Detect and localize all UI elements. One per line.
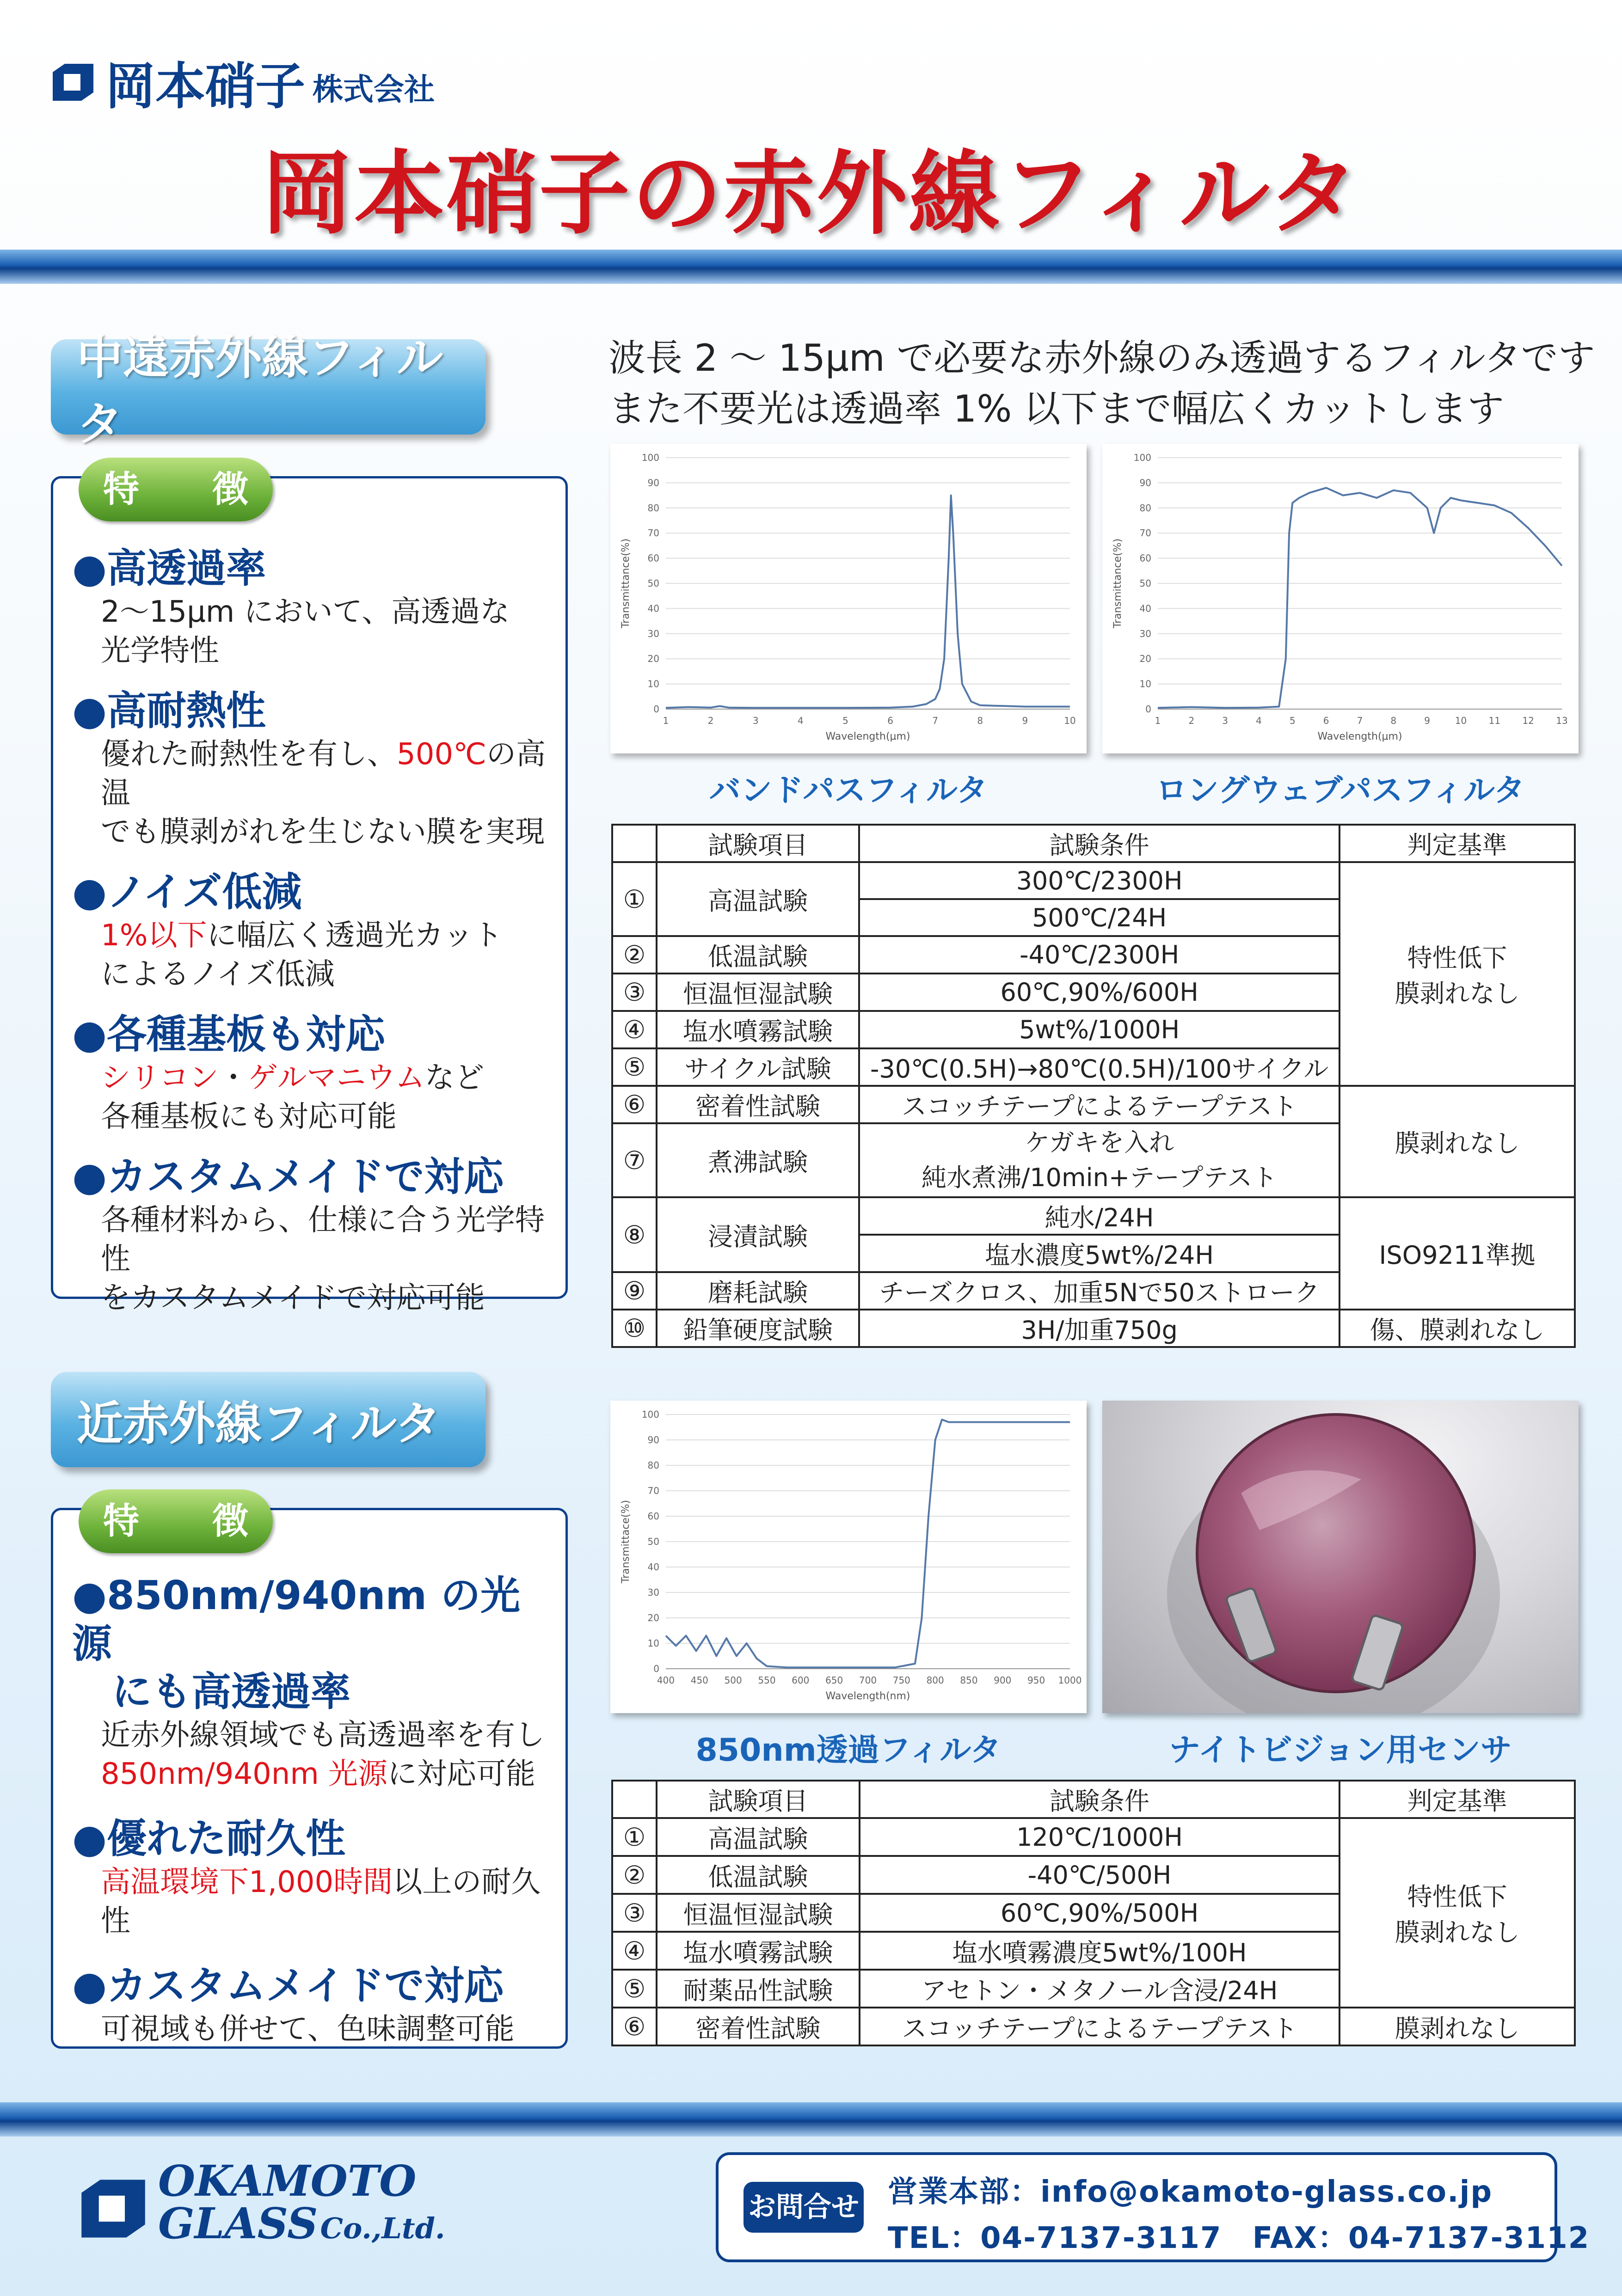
feature-item (72, 687, 558, 851)
y-tick-label: 10 (1139, 678, 1151, 690)
row-item: 高温試験 (657, 862, 859, 936)
feature-text-line (101, 1755, 558, 1794)
row-no: ④ (612, 1011, 657, 1048)
y-tick-label: 20 (647, 1612, 659, 1623)
x-tick-label: 7 (1357, 715, 1363, 726)
criteria-cell: 特性低下 膜剥れなし (1339, 1818, 1575, 2008)
row-item: 高温試験 (657, 1818, 860, 1856)
feature-text-line (101, 735, 558, 813)
row-item: 煮沸試験 (657, 1123, 859, 1197)
y-tick-label: 30 (647, 1587, 659, 1598)
feature-text-line (101, 1059, 558, 1097)
x-tick-label: 900 (994, 1675, 1012, 1686)
feature-text: でも膜剥がれを生じない膜を実現 (101, 815, 545, 849)
row-no: ⑥ (612, 2008, 657, 2045)
feature-text-line (101, 593, 558, 631)
table-row (612, 1818, 1575, 1856)
y-tick-label: 80 (647, 502, 659, 514)
y-tick-label: 40 (647, 1561, 659, 1573)
row-condition: 500℃/24H (859, 899, 1339, 936)
page-title: 岡本硝子の赤外線フィルタ (261, 141, 1361, 247)
row-condition: -40℃/2300H (859, 936, 1339, 974)
y-axis-label: Transmittance(%) (1112, 538, 1124, 629)
row-item: 塩水噴霧試験 (657, 1011, 859, 1048)
x-tick-label: 2 (707, 715, 714, 726)
y-tick-label: 90 (647, 477, 659, 489)
y-tick-label: 50 (1139, 578, 1151, 589)
y-tick-label: 10 (647, 678, 659, 690)
y-tick-label: 50 (647, 578, 659, 589)
row-item: 密着性試験 (657, 1086, 859, 1123)
row-item: 耐薬品性試験 (657, 1970, 860, 2008)
y-tick-label: 80 (1139, 502, 1151, 514)
bandpass-caption: バンドパスフィルタ (709, 772, 988, 809)
feature-text-line (101, 631, 558, 670)
row-item: 浸漬試験 (657, 1197, 859, 1272)
y-tick-label: 40 (647, 603, 659, 614)
criteria-cell: 膜剥れなし (1339, 2008, 1575, 2045)
feature-text: に幅広く透過光カット (207, 918, 503, 953)
contact-phone-fax: TEL：04-7137-3117 FAX：04-7137-3112 (888, 2221, 1590, 2255)
feature-text: 可視域も併せて、色味調整可能 (101, 2012, 515, 2046)
feature-text: によるノイズ低減 (101, 957, 335, 992)
night-vision-caption: ナイトビジョン用センサ (1169, 1732, 1512, 1769)
feature-text: に対応可能 (387, 1757, 536, 1791)
feature-text-line (101, 2010, 558, 2049)
nir-chart-caption: 850nm透過フィルタ (695, 1732, 1001, 1769)
feature-text: 以上の耐久性 (101, 1865, 541, 1938)
feature-heading: ●高透過率 (72, 545, 266, 592)
row-item: 恒温恒湿試験 (657, 1894, 860, 1932)
row-condition: チーズクロス、加重5Nで50ストローク (859, 1272, 1339, 1310)
y-tick-label: 100 (641, 1409, 659, 1420)
x-tick-label: 500 (724, 1675, 742, 1686)
longwave-caption: ロングウェブパスフィルタ (1155, 772, 1525, 809)
okamoto-logo-mark-icon (79, 2174, 148, 2243)
feature-text-line (101, 955, 558, 994)
y-tick-label: 20 (1139, 653, 1151, 665)
feature-text-line (101, 1716, 558, 1755)
x-tick-label: 1000 (1058, 1675, 1082, 1686)
near-ir-features-pill: 特 徴 (79, 1489, 273, 1553)
company-suffix: 株式会社 (313, 72, 435, 107)
table-row (612, 1086, 1575, 1123)
criteria-cell: 膜剥れなし (1339, 1086, 1575, 1197)
header-item: 試験項目 (657, 825, 859, 862)
row-no: ③ (612, 1894, 657, 1932)
feature-item (72, 545, 558, 670)
x-tick-label: 450 (690, 1675, 708, 1686)
header-criteria: 判定基準 (1339, 825, 1575, 862)
feature-item (72, 1962, 558, 2049)
header-no (612, 1781, 657, 1818)
header-condition: 試験条件 (859, 825, 1339, 862)
row-condition: 300℃/2300H (859, 862, 1339, 899)
x-tick-label: 800 (926, 1675, 944, 1686)
x-tick-label: 13 (1556, 715, 1568, 726)
x-axis-label: Wavelength(μm) (1317, 731, 1402, 742)
row-no: ⑨ (612, 1272, 657, 1310)
table-header-row (612, 1781, 1575, 1818)
feature-heading: ●優れた耐久性 (72, 1816, 346, 1862)
series-line (666, 1420, 1070, 1667)
row-item: 密着性試験 (657, 2008, 860, 2045)
row-item: 低温試験 (657, 1856, 860, 1894)
feature-text-line (101, 1097, 558, 1136)
feature-heading: ●850nm/940nm の光源 にも高透過率 (72, 1573, 521, 1715)
y-tick-label: 70 (1139, 527, 1151, 539)
table-row (612, 862, 1575, 899)
row-no: ⑦ (612, 1123, 657, 1197)
y-tick-label: 0 (653, 704, 659, 715)
row-item: サイクル試験 (657, 1048, 859, 1086)
x-tick-label: 700 (859, 1675, 877, 1686)
row-item: 磨耗試験 (657, 1272, 859, 1310)
header-condition: 試験条件 (860, 1781, 1339, 1818)
feature-text-line (101, 1201, 558, 1279)
x-tick-label: 11 (1488, 715, 1501, 726)
header-item: 試験項目 (657, 1781, 860, 1818)
y-tick-label: 30 (1139, 628, 1151, 639)
logo-line-1: OKAMOTO (158, 2156, 417, 2206)
row-no: ③ (612, 974, 657, 1011)
feature-heading: ●高耐熱性 (72, 688, 266, 734)
x-tick-label: 12 (1522, 715, 1534, 726)
feature-item (72, 1572, 558, 1794)
highlight-text: ゲルマニウム (248, 1061, 425, 1095)
criteria-cell: ISO9211準拠 (1339, 1197, 1575, 1310)
company-name: 岡本硝子 (105, 58, 306, 116)
row-condition: 60℃,90%/600H (859, 974, 1339, 1011)
row-condition: 純水/24H (859, 1197, 1339, 1235)
longwave-chart (1102, 444, 1579, 753)
row-no: ⑧ (612, 1197, 657, 1272)
okamoto-glass-logo (79, 2156, 445, 2257)
feature-text-line (101, 916, 558, 955)
y-tick-label: 60 (1139, 552, 1151, 564)
feature-text: 各種基板にも対応可能 (101, 1100, 397, 1134)
x-tick-label: 10 (1064, 715, 1076, 726)
feature-text: 2～15μm において、高透過な (101, 595, 510, 629)
row-condition: 塩水濃度5wt%/24H (859, 1235, 1339, 1272)
y-axis-label: Transmittance(%) (620, 538, 632, 629)
far-ir-intro (608, 333, 1598, 435)
okamoto-mark-icon (51, 60, 95, 104)
feature-item (72, 1010, 558, 1136)
feature-text-line (101, 813, 558, 851)
table-row (612, 1310, 1575, 1347)
row-no: ① (612, 1818, 657, 1856)
night-vision-sensor-photo (1102, 1401, 1579, 1713)
row-no: ⑥ (612, 1086, 657, 1123)
row-condition: 120℃/1000H (860, 1818, 1339, 1856)
row-item: 塩水噴霧試験 (657, 1932, 860, 1970)
highlight-text: 高温環境下1,000時間 (101, 1865, 393, 1899)
y-tick-label: 100 (641, 452, 659, 463)
row-condition: -40℃/500H (860, 1856, 1339, 1894)
x-tick-label: 9 (1424, 715, 1431, 726)
row-no: ② (612, 936, 657, 974)
y-tick-label: 90 (647, 1434, 659, 1445)
x-tick-label: 1 (663, 715, 669, 726)
row-condition: -30℃(0.5H)→80℃(0.5H)/100サイクル (859, 1048, 1339, 1086)
row-condition: スコッチテープによるテープテスト (860, 2008, 1339, 2045)
feature-item (72, 1815, 558, 1941)
row-no: ⑤ (612, 1048, 657, 1086)
row-no: ④ (612, 1932, 657, 1970)
x-tick-label: 6 (887, 715, 893, 726)
x-axis-label: Wavelength(nm) (825, 1690, 910, 1702)
y-tick-label: 20 (647, 653, 659, 665)
highlight-text: シリコン (101, 1061, 219, 1095)
x-tick-label: 4 (797, 715, 804, 726)
x-tick-label: 3 (1222, 715, 1229, 726)
feature-text: 近赤外線領域でも高透過率を有し (101, 1718, 545, 1752)
x-tick-label: 850 (960, 1675, 978, 1686)
feature-text: 各種材料から、仕様に合う光学特性 (101, 1203, 545, 1276)
row-item: 恒温恒湿試験 (657, 974, 859, 1011)
top-divider-band (0, 250, 1622, 284)
row-no: ② (612, 1856, 657, 1894)
near-ir-test-table (611, 1780, 1576, 2046)
x-tick-label: 400 (657, 1675, 675, 1686)
feature-text: 光学特性 (101, 634, 219, 668)
y-axis-label: Transmittace(%) (620, 1500, 632, 1584)
x-tick-label: 8 (1390, 715, 1397, 726)
company-header (51, 46, 435, 118)
x-tick-label: 10 (1455, 715, 1467, 726)
longwave-chart-svg (1102, 444, 1579, 753)
feature-text-line (101, 1279, 558, 1317)
criteria-cell: 傷、膜剥れなし (1339, 1310, 1575, 1347)
far-ir-test-table (611, 824, 1576, 1348)
feature-heading: ●カスタムメイドで対応 (72, 1154, 504, 1200)
feature-item (72, 868, 558, 994)
y-tick-label: 80 (647, 1460, 659, 1471)
x-axis-label: Wavelength(μm) (825, 731, 910, 742)
y-tick-label: 30 (647, 628, 659, 639)
feature-text: ・ (218, 1061, 248, 1095)
x-tick-label: 7 (932, 715, 939, 726)
x-tick-label: 950 (1027, 1675, 1045, 1686)
y-tick-label: 50 (647, 1536, 659, 1547)
feature-heading: ●各種基板も対応 (72, 1011, 386, 1058)
x-tick-label: 600 (792, 1675, 810, 1686)
table-header-row (612, 825, 1575, 862)
row-condition: スコッチテープによるテープテスト (859, 1086, 1339, 1123)
x-tick-label: 4 (1256, 715, 1262, 726)
x-tick-label: 2 (1188, 715, 1195, 726)
row-no: ① (612, 862, 657, 936)
x-tick-label: 6 (1323, 715, 1329, 726)
y-tick-label: 40 (1139, 603, 1151, 614)
row-condition: アセトン・メタノール含浸/24H (860, 1970, 1339, 2008)
bandpass-chart-svg (610, 444, 1087, 753)
row-condition: 塩水噴霧濃度5wt%/100H (860, 1932, 1339, 1970)
y-tick-label: 60 (647, 552, 659, 564)
header-no (612, 825, 657, 862)
x-tick-label: 650 (825, 1675, 843, 1686)
highlight-text: 1%以下 (101, 918, 207, 953)
feature-text: の高温 (101, 737, 546, 810)
x-tick-label: 8 (977, 715, 983, 726)
row-condition: 3H/加重750g (859, 1310, 1339, 1347)
x-tick-label: 750 (892, 1675, 910, 1686)
table-row (612, 1197, 1575, 1235)
header-criteria: 判定基準 (1339, 1781, 1575, 1818)
far-ir-feature-list (72, 545, 558, 1334)
x-tick-label: 1 (1155, 715, 1161, 726)
sensor-disc-illustration (1102, 1401, 1579, 1713)
row-condition: 5wt%/1000H (859, 1011, 1339, 1048)
far-ir-features-pill: 特 徴 (79, 458, 273, 521)
feature-heading: ●カスタムメイドで対応 (72, 1963, 504, 2009)
x-tick-label: 550 (758, 1675, 776, 1686)
intro-line-1: 波長 2 ～ 15μm で必要な赤外線のみ透過するフィルタです (608, 337, 1595, 380)
table-row (612, 2008, 1575, 2045)
row-no: ⑤ (612, 1970, 657, 2008)
x-tick-label: 5 (1289, 715, 1296, 726)
feature-text: 優れた耐熱性を有し、 (101, 737, 397, 771)
section-tab-far-ir: 中遠赤外線フィルタ (51, 339, 485, 435)
y-tick-label: 100 (1133, 452, 1151, 463)
row-item: 低温試験 (657, 936, 859, 974)
y-tick-label: 90 (1139, 477, 1151, 489)
intro-line-2: また不要光は透過率 1% 以下まで幅広くカットします (608, 387, 1504, 430)
x-tick-label: 3 (752, 715, 759, 726)
feature-heading: ●ノイズ低減 (72, 869, 302, 915)
nir-transmission-chart (610, 1401, 1087, 1713)
nir-chart-svg (610, 1401, 1087, 1713)
row-no: ⑩ (612, 1310, 657, 1347)
logo-line-2: GLASS (158, 2198, 318, 2248)
logo-suffix: Co.,Ltd. (320, 2211, 445, 2245)
highlight-text: 850nm/940nm 光源 (101, 1757, 388, 1791)
series-line (1158, 488, 1562, 708)
y-tick-label: 70 (647, 1485, 659, 1496)
contact-label: お問合せ (743, 2182, 864, 2233)
y-tick-label: 60 (647, 1511, 659, 1522)
series-line (666, 496, 1070, 708)
section-tab-near-ir: 近赤外線フィルタ (51, 1372, 485, 1467)
row-condition: 60℃,90%/500H (860, 1894, 1339, 1932)
highlight-text: 500℃ (397, 737, 487, 771)
x-tick-label: 5 (842, 715, 848, 726)
contact-email[interactable]: 営業本部：info@okamoto-glass.co.jp (888, 2175, 1493, 2209)
y-tick-label: 0 (1145, 704, 1151, 715)
criteria-cell: 特性低下 膜剥れなし (1339, 862, 1575, 1086)
near-ir-feature-list (72, 1572, 558, 2070)
feature-text: をカスタムメイドで対応可能 (101, 1281, 485, 1315)
row-item: 鉛筆硬度試験 (657, 1310, 859, 1347)
y-tick-label: 10 (647, 1638, 659, 1649)
feature-item (72, 1153, 558, 1317)
bandpass-chart (610, 444, 1087, 753)
y-tick-label: 0 (653, 1663, 659, 1674)
row-condition: ケガキを入れ 純水煮沸/10min+テープテスト (859, 1123, 1339, 1197)
feature-text-line (101, 1863, 558, 1941)
y-tick-label: 70 (647, 527, 659, 539)
bottom-divider-band (0, 2102, 1622, 2137)
x-tick-label: 9 (1022, 715, 1028, 726)
feature-text: など (424, 1061, 484, 1095)
